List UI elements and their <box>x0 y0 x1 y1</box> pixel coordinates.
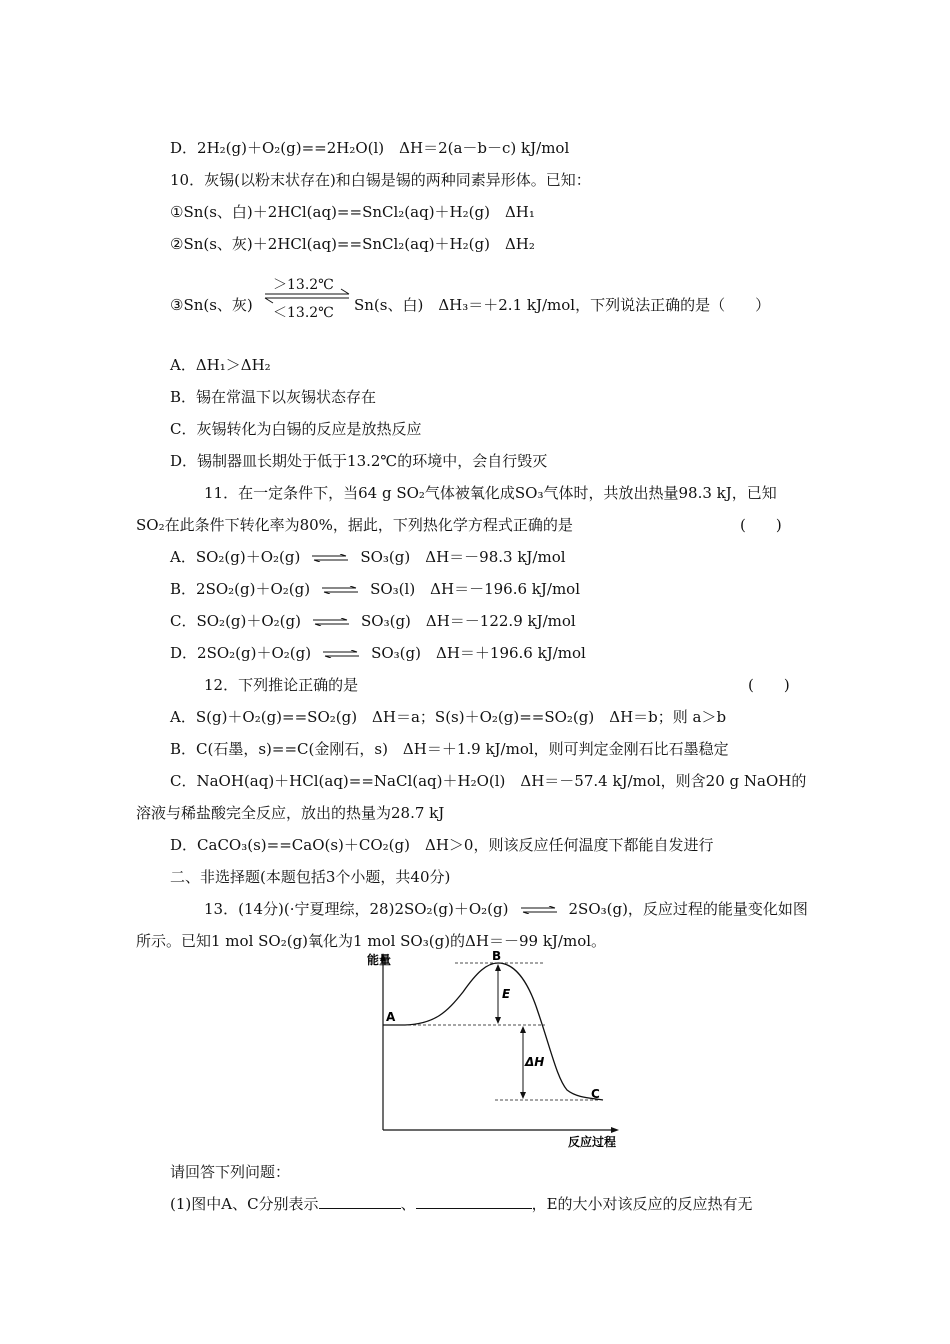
q11d-left: D．2SO₂(g)＋O₂(g) <box>170 644 312 662</box>
q11b-right: SO₃(l) ΔH＝－196.6 kJ/mol <box>370 580 580 598</box>
x-axis-arrow-icon <box>611 1127 619 1133</box>
q11-option-c <box>170 611 576 631</box>
q10-option-b: B．锡在常温下以灰锡状态存在 <box>170 388 377 406</box>
arrow-down-icon <box>495 1017 501 1024</box>
section-2-heading: 二、非选择题(本题包括3个小题，共40分) <box>170 868 451 886</box>
q13-stem-left: 13．(14分)(·宁夏理综，28)2SO₂(g)＋O₂(g) <box>204 900 509 918</box>
q12-option-c-line-2: 溶液与稀盐酸完全反应，放出的热量为28.7 kJ <box>136 804 445 822</box>
q10-reaction-3-right: Sn(s、白) ΔH₃＝＋2.1 kJ/mol，下列说法正确的是（ ） <box>354 296 771 314</box>
answer-blank-c[interactable] <box>416 1194 532 1209</box>
q11d-right: SO₃(g) ΔH＝＋196.6 kJ/mol <box>371 644 586 662</box>
condition-above: ＞13.2℃ <box>273 277 334 293</box>
reversible-arrow-icon <box>322 586 358 594</box>
point-c-label: C <box>591 1087 600 1101</box>
point-b-label: B <box>492 950 502 963</box>
q10-reaction-1: ①Sn(s、白)＋2HCl(aq)==SnCl₂(aq)＋H₂(g) ΔH₁ <box>170 203 535 221</box>
q10-option-a: A．ΔH₁＞ΔH₂ <box>170 356 271 374</box>
q10-option-d: D．锡制器皿长期处于低于13.2℃的环境中，会自行毁灭 <box>170 452 548 470</box>
q12-answer-parens: ( ) <box>748 676 790 694</box>
q10-reaction-3-left: ③Sn(s、灰) <box>170 296 253 314</box>
q11-option-a <box>170 547 566 567</box>
q11a-right: SO₃(g) ΔH＝－98.3 kJ/mol <box>360 548 566 566</box>
condition-below: ＜13.2℃ <box>273 305 334 321</box>
q11a-left: A．SO₂(g)＋O₂(g) <box>170 548 301 566</box>
q12-option-b: B．C(石墨，s)==C(金刚石，s) ΔH＝＋1.9 kJ/mol，则可判定金刚石比石墨稳定 <box>170 740 729 758</box>
e-label: E <box>502 987 511 1001</box>
q12-option-a: A．S(g)＋O₂(g)==SO₂(g) ΔH＝a；S(s)＋O₂(g)==SO₂(g) ΔH＝b；则 a＞b <box>170 708 727 726</box>
x-axis-label: 反应过程 <box>568 1135 617 1149</box>
reversible-arrow-icon <box>323 650 359 658</box>
y-axis-label: 能量 <box>367 953 392 967</box>
q9-option-d: D．2H₂(g)＋O₂(g)==2H₂O(l) ΔH＝2(a－b－c) kJ/mol <box>170 139 570 157</box>
q13-part-1-a: (1)图中A、C分别表示 <box>170 1195 319 1213</box>
answer-blank-a[interactable] <box>319 1194 401 1209</box>
q13-part-1-sep: 、 <box>400 1195 416 1213</box>
q11c-right: SO₃(g) ΔH＝－122.9 kJ/mol <box>361 612 576 630</box>
energy-curve <box>383 963 603 1100</box>
reversible-arrow-icon <box>313 618 349 626</box>
q12-option-c-line-1: C．NaOH(aq)＋HCl(aq)==NaCl(aq)＋H₂O(l) ΔH＝－57.4 kJ/mol，则含20 g NaOH的 <box>170 772 807 790</box>
point-a-label: A <box>386 1010 396 1024</box>
reversible-arrow-icon <box>312 554 348 562</box>
q13-instruction: 请回答下列问题： <box>170 1163 291 1181</box>
q13-stem-line-1 <box>204 899 808 919</box>
arrow-up-icon <box>520 1026 526 1033</box>
q10-reaction-3-condition <box>263 272 353 324</box>
q13-part-1-b: ，E的大小对该反应的反应热有无 <box>531 1195 753 1213</box>
arrow-up-icon <box>495 964 501 971</box>
q12-option-d: D．CaCO₃(s)==CaO(s)＋CO₂(g) ΔH＞0，则该反应任何温度下都能自发进行 <box>170 836 714 854</box>
q11b-left: B．2SO₂(g)＋O₂(g) <box>170 580 311 598</box>
q13-part-1 <box>170 1194 753 1214</box>
q11-option-d <box>170 643 586 663</box>
q11-stem-line-1: 11．在一定条件下，当64 g SO₂气体被氧化成SO₃气体时，共放出热量98.3 kJ，已知 <box>204 484 777 502</box>
q11-stem-line-2: SO₂在此条件下转化率为80%，据此，下列热化学方程式正确的是 <box>136 516 573 534</box>
dh-label: ΔH <box>525 1055 545 1069</box>
q11-answer-parens: ( ) <box>740 516 782 534</box>
q10-stem: 10．灰锡(以粉末状存在)和白锡是锡的两种同素异形体。已知： <box>170 171 591 189</box>
energy-profile-diagram <box>355 950 625 1150</box>
reversible-arrow-icon <box>521 906 557 914</box>
arrow-down-icon <box>520 1092 526 1099</box>
q13-stem-line-2: 所示。已知1 mol SO₂(g)氧化为1 mol SO₃(g)的ΔH＝－99 kJ/mol。 <box>136 932 607 950</box>
q10-option-c: C．灰锡转化为白锡的反应是放热反应 <box>170 420 422 438</box>
q12-stem: 12．下列推论正确的是 <box>204 676 359 694</box>
q11-option-b <box>170 579 580 599</box>
q11c-left: C．SO₂(g)＋O₂(g) <box>170 612 301 630</box>
q13-stem-right: 2SO₃(g)，反应过程的能量变化如图 <box>568 900 808 918</box>
q10-reaction-2: ②Sn(s、灰)＋2HCl(aq)==SnCl₂(aq)＋H₂(g) ΔH₂ <box>170 235 535 253</box>
